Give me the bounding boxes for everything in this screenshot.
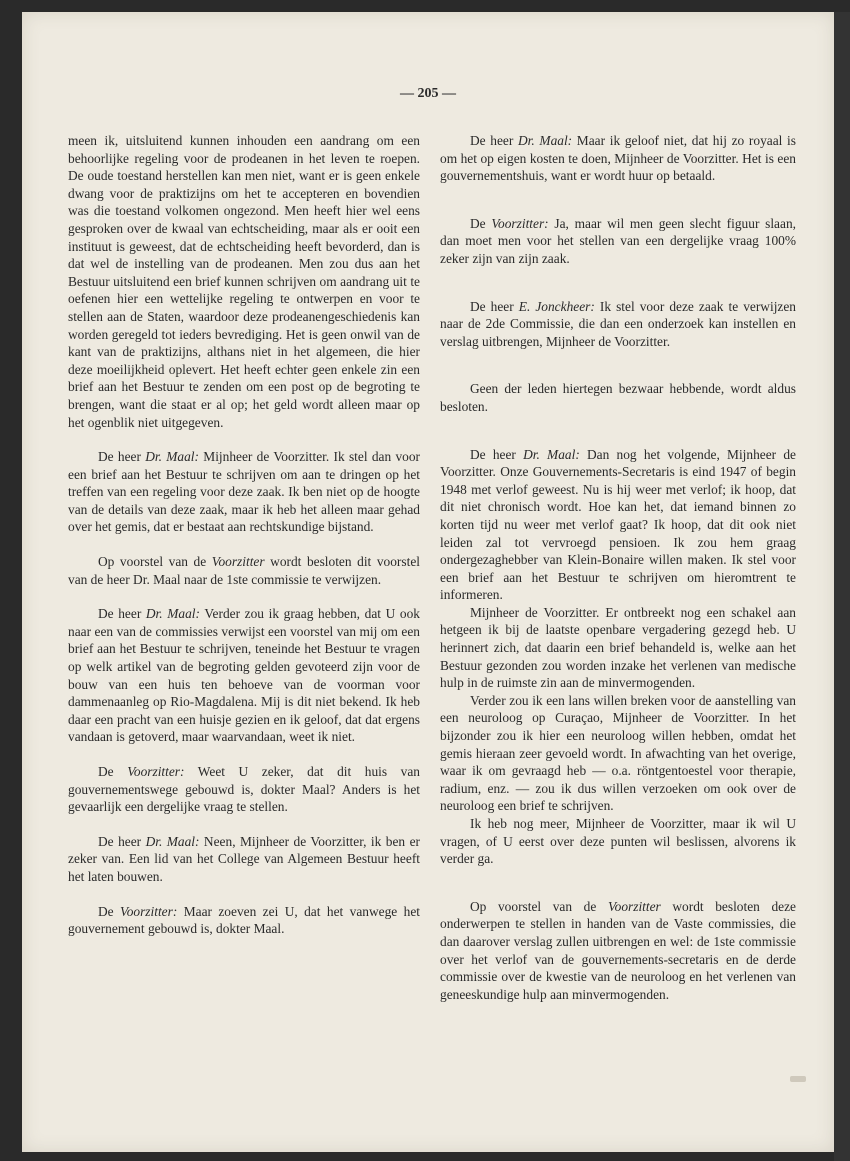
paragraph: Geen der leden hiertegen bezwaar hebbende, wordt aldus besloten. [440, 381, 796, 414]
document-page [22, 12, 834, 1152]
scan-edge [834, 12, 850, 1161]
left-column [68, 132, 420, 955]
paragraph: Ik heb nog meer, Mijnheer de Voorzitter, maar ik wil U vragen, of U eerst over deze punten wil beslissen, alvorens ik verder ga. [440, 816, 796, 867]
paragraph: De heer Dr. Maal: Neen, Mijnheer de Voorzitter, ik ben er zeker van. Een lid van het College van Algemeen Bestuur heeft het laten bouwen. [68, 833, 420, 884]
paragraph: Verder zou ik een lans willen breken voor de aanstelling van een neuroloog op Curaçao, Mijnheer de Voorzitter. In het bijzonder zou ik hier een neuroloog willen hebben, omdat het gemis hieraan zeer gevoeld wordt. In afwachting van het overige, waar ik om gevraagd heb — o.a. röntgentoestel voor therapie, radium, enz. — zou ik dus willen verzoeken om ook over de neuroloog een brief te schrijven. [440, 692, 796, 814]
paper-speck [790, 1076, 806, 1082]
paragraph: meen ik, uitsluitend kunnen inhouden een aandrang om een behoorlijke regeling voor de prodeanen in het leven te roepen. De oude toestand herstellen kan men niet, want er is geen enkele dwang voor de praktizijns om het te accepteren en bovendien was die toestand volkomen ongezond. Men heeft hier wel eens gesproken over de kwaal van echtscheiding, maar als er ooit een instituut is geweest, dat de echtscheiding heeft bevorderd, dan is dat wel de instelling van de prodeanen. Men zou dus aan het Bestuur uitsluitend een brief kunnen schrijven om aandrang uit te oefenen hier een wettelijke regeling te ontwerpen en voor te stellen aan de Staten, waardoor deze prodeanengeschiedenis kan worden geregeld tot ieders bevrediging. Het is geen onwil van de kant van de praktizijns, althans niet in het algemeen, die hier deze moeilijkheid oplevert. Het heeft echter geen enkele zin een brief aan het Bestuur te zenden om een post op de begroting te brengen, want die staat er al op; het geld wordt alleen maar op het ogenblik niet uitgegeven. [68, 133, 420, 430]
paragraph: De heer Dr. Maal: Verder zou ik graag hebben, dat U ook naar een van de commissies verwijst een voorstel van mij om een brief aan het Bestuur te schrijven, teneinde het Bestuur te vragen op welk artikel van de begroting gelden gevoteerd zijn voor de bouw van een huis ten behoeve van de voorman voor dammenaanleg op Rio-Magdalena. Mij is dit niet bekend. Ik heb daar een pracht van een huisje gezien en ik geloof, dat dat ergens vandaan is getoverd, maar waarvandaan, weet ik niet. [68, 606, 420, 745]
paragraph: Op voorstel van de Voorzitter wordt besloten dit voorstel van de heer Dr. Maal naar de 1ste commissie te verwijzen. [68, 554, 420, 587]
paragraph: Op voorstel van de Voorzitter wordt besloten deze onderwerpen te stellen in handen van de Vaste commissies, die dan daarover verslag zullen uitbrengen en wel: de 1ste commissie over het verlof van de gouvernements-secretaris en de derde commissie over de kwestie van de neuroloog en het verlenen van geneeskundige hulp aan minvermogenden. [440, 898, 796, 1002]
paragraph: De heer Dr. Maal: Maar ik geloof niet, dat hij zo royaal is om het op eigen kosten te doen, Mijnheer de Voorzitter. Het is een gouvernementshuis, want er wordt huur op betaald. [440, 133, 796, 184]
paragraph: De Voorzitter: Maar zoeven zei U, dat het vanwege het gouvernement gebouwd is, dokter Maal. [68, 903, 420, 937]
paragraph: De heer Dr. Maal: Mijnheer de Voorzitter. Ik stel dan voor een brief aan het Bestuur te schrijven om aan te dringen op het treffen van een regeling voor deze zaak. Ik ben niet op de hoogte van de details van deze zaak, maar ik heb het alleen maar gehad over het gemis, dat er bestaat aan rechtskundige bijstand. [68, 449, 421, 535]
paragraph: De heer E. Jonckheer: Ik stel voor deze zaak te verwijzen naar de 2de Commissie, die dan een onderzoek kan instellen en verslag uitbrengen, Mijnheer de Voorzitter. [440, 298, 796, 349]
paragraph: De Voorzitter: Ja, maar wil men geen slecht figuur slaan, dan moet men voor het stellen van een dergelijke vraag 100% zeker zijn van zijn zaak. [440, 215, 796, 266]
right-column [440, 132, 796, 1020]
page-number: — 205 — [400, 86, 456, 101]
paragraph: Mijnheer de Voorzitter. Er ontbreekt nog een schakel aan hetgeen ik bij de laatste openbare vergadering gezegd heb. U herinnert zich, dat daarin een brief behandeld is, welke aan het Bestuur gezonden zou worden inzake het verlenen van medische hulp in de ruimste zin aan de minvermogenden. [440, 604, 796, 691]
paragraph: De heer Dr. Maal: Dan nog het volgende, Mijnheer de Voorzitter. Onze Gouvernements-Secretaris is eind 1947 of begin 1948 met verlof geweest. Nu is hij weer met verlof; ik hoop, dat dit niet chronisch wordt. Hoe kan het, dat iemand binnen zo korten tijd nu weer met verlof gaat? Ik hoop, dat dit ook niet leiden zal tot vervroegd pensioen. Ik zou hem graag ondergezaghebber van Klein-Bonaire willen maken. Ik stel voor een brief aan het Bestuur te schrijven om hieromtrent te informeren. [440, 446, 796, 603]
paragraph: De Voorzitter: Weet U zeker, dat dit huis van gouvernementswege gebouwd is, dokter Maal? Anders is het gevaarlijk een dergelijke vraag te stellen. [68, 764, 420, 815]
